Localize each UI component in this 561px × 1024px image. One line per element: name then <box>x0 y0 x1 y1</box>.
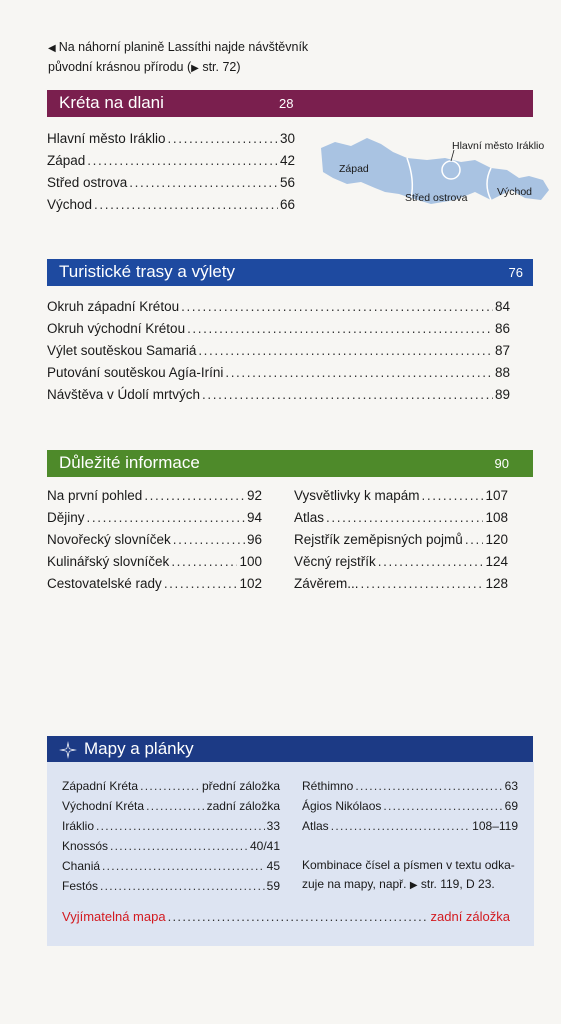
caption-line-2: původní krásnou přírodu ( <box>48 60 192 74</box>
toc-page: 86 <box>494 321 510 336</box>
caption-line-2-end: str. 72) <box>198 60 241 74</box>
arrow-right-icon: ▶ <box>191 63 199 74</box>
toc-page: 56 <box>279 175 295 190</box>
toc-entry[interactable] <box>47 153 295 173</box>
toc-entry[interactable] <box>294 554 508 574</box>
section-title: Mapy a plánky <box>84 739 194 758</box>
photo-caption <box>48 38 368 78</box>
toc-label: Cestovatelské rady <box>47 576 162 591</box>
toc-label: Střed ostrova <box>47 175 128 190</box>
caption-line-1: Na náhorní planině Lassíthi najde návštěvník <box>58 40 309 54</box>
section-title: Důležité informace <box>59 453 200 472</box>
note-line-2b: str. 119, D 23. <box>417 877 495 891</box>
section-page: 28 <box>279 96 294 111</box>
map-entry[interactable] <box>62 819 280 837</box>
toc-entry[interactable] <box>47 365 510 385</box>
note-line-2a: zuje na mapy, např. <box>302 877 410 891</box>
map-label-east: Východ <box>497 186 533 198</box>
section-header-maps <box>47 736 533 764</box>
section-header-routes <box>47 259 533 286</box>
toc-page: 94 <box>246 510 262 525</box>
arrow-right-icon: ▶ <box>409 880 418 891</box>
map-label: Festós <box>62 879 99 893</box>
section-title: Kréta na dlani <box>59 93 164 112</box>
toc-page: 96 <box>246 532 262 547</box>
toc-entry[interactable] <box>47 131 295 151</box>
map-label: Ágios Nikólaos <box>302 799 382 813</box>
section-page: 90 <box>494 456 509 471</box>
toc-label: Okruh západní Krétou <box>47 299 180 314</box>
map-page: 108–119 <box>472 819 518 833</box>
map-page: 63 <box>504 779 518 793</box>
toc-page: 102 <box>239 576 262 591</box>
toc-label: Kulinářský slovníček <box>47 554 170 569</box>
map-label-west: Západ <box>339 163 369 175</box>
map-entry[interactable] <box>62 839 280 857</box>
toc-page: 89 <box>494 387 510 402</box>
toc-page: 87 <box>494 343 510 358</box>
map-label-capital: Hlavní město Iráklio <box>452 140 545 152</box>
section-page: 76 <box>508 265 523 280</box>
toc-label: Rejstřík zeměpisných pojmů <box>294 532 463 547</box>
toc-label: Dějiny <box>47 510 85 525</box>
note-line-1: Kombinace čísel a písmen v textu odka- <box>302 858 515 872</box>
map-reference-note <box>302 856 524 895</box>
map-page: zadní záložka <box>206 799 280 813</box>
removable-map-label: Vyjímatelná mapa <box>62 909 166 924</box>
toc-label: Na první pohled <box>47 488 143 503</box>
toc-label: Závěrem... <box>294 576 359 591</box>
toc-entry[interactable] <box>294 576 508 596</box>
map-page: přední záložka <box>201 779 280 793</box>
compass-icon <box>59 741 77 759</box>
toc-label: Atlas <box>294 510 325 525</box>
map-label-center: Střed ostrova <box>405 192 468 204</box>
removable-map-page: zadní záložka <box>430 909 510 924</box>
toc-page: 128 <box>485 576 508 591</box>
map-label: Iráklio <box>62 819 95 833</box>
toc-page: 84 <box>494 299 510 314</box>
toc-page: 92 <box>246 488 262 503</box>
toc-entry[interactable] <box>47 532 262 552</box>
toc-entry[interactable] <box>294 532 508 552</box>
map-entry[interactable] <box>62 799 280 817</box>
map-label: Východní Kréta <box>62 799 145 813</box>
map-page: 33 <box>266 819 280 833</box>
toc-label: Východ <box>47 197 93 212</box>
map-page: 59 <box>266 879 280 893</box>
map-label: Atlas <box>302 819 329 833</box>
toc-label: Hlavní město Iráklio <box>47 131 166 146</box>
toc-entry[interactable] <box>47 299 510 319</box>
toc-page: 120 <box>485 532 508 547</box>
toc-page: 66 <box>279 197 295 212</box>
map-entry[interactable] <box>302 819 518 837</box>
map-entry[interactable] <box>302 779 518 797</box>
map-page: 40/41 <box>249 839 280 853</box>
map-label: Réthimno <box>302 779 354 793</box>
toc-label: Okruh východní Krétou <box>47 321 186 336</box>
toc-label: Návštěva v Údolí mrtvých <box>47 387 201 402</box>
toc-label: Věcný rejstřík <box>294 554 376 569</box>
toc-page: 107 <box>485 488 508 503</box>
section-header-info <box>47 450 533 477</box>
toc-label: Putování soutěskou Agía-Iríni <box>47 365 224 380</box>
toc-page: 100 <box>239 554 262 569</box>
map-label: Západní Kréta <box>62 779 139 793</box>
section-header-crete <box>47 90 533 117</box>
crete-map <box>315 128 555 218</box>
toc-label: Vysvětlivky k mapám <box>294 488 420 503</box>
arrow-left-icon: ◀ <box>48 43 56 54</box>
map-entry[interactable] <box>302 799 518 817</box>
toc-label: Novořecký slovníček <box>47 532 171 547</box>
toc-entry[interactable] <box>47 197 295 217</box>
map-entry[interactable] <box>62 779 280 797</box>
toc-label: Výlet soutěskou Samariá <box>47 343 197 358</box>
section-title: Turistické trasy a výlety <box>59 262 236 281</box>
toc-page: 30 <box>279 131 295 146</box>
map-entry[interactable] <box>62 879 280 897</box>
toc-page: 108 <box>485 510 508 525</box>
removable-map-entry[interactable] <box>62 909 510 927</box>
toc-entry[interactable] <box>47 510 262 530</box>
map-entry[interactable] <box>62 859 280 877</box>
toc-entry[interactable] <box>47 175 295 195</box>
toc-entry[interactable] <box>47 488 262 508</box>
toc-page: 88 <box>494 365 510 380</box>
map-page: 45 <box>266 859 280 873</box>
toc-entry[interactable] <box>47 321 510 341</box>
toc-entry[interactable] <box>47 554 262 574</box>
toc-entry[interactable] <box>294 488 508 508</box>
map-label: Chaniá <box>62 859 101 873</box>
toc-entry[interactable] <box>47 576 262 596</box>
toc-entry[interactable] <box>47 387 510 407</box>
toc-label: Západ <box>47 153 86 168</box>
map-page: 69 <box>504 799 518 813</box>
toc-entry[interactable] <box>294 510 508 530</box>
toc-page: 124 <box>485 554 508 569</box>
toc-entry[interactable] <box>47 343 510 363</box>
toc-page: 42 <box>279 153 295 168</box>
map-label: Knossós <box>62 839 109 853</box>
